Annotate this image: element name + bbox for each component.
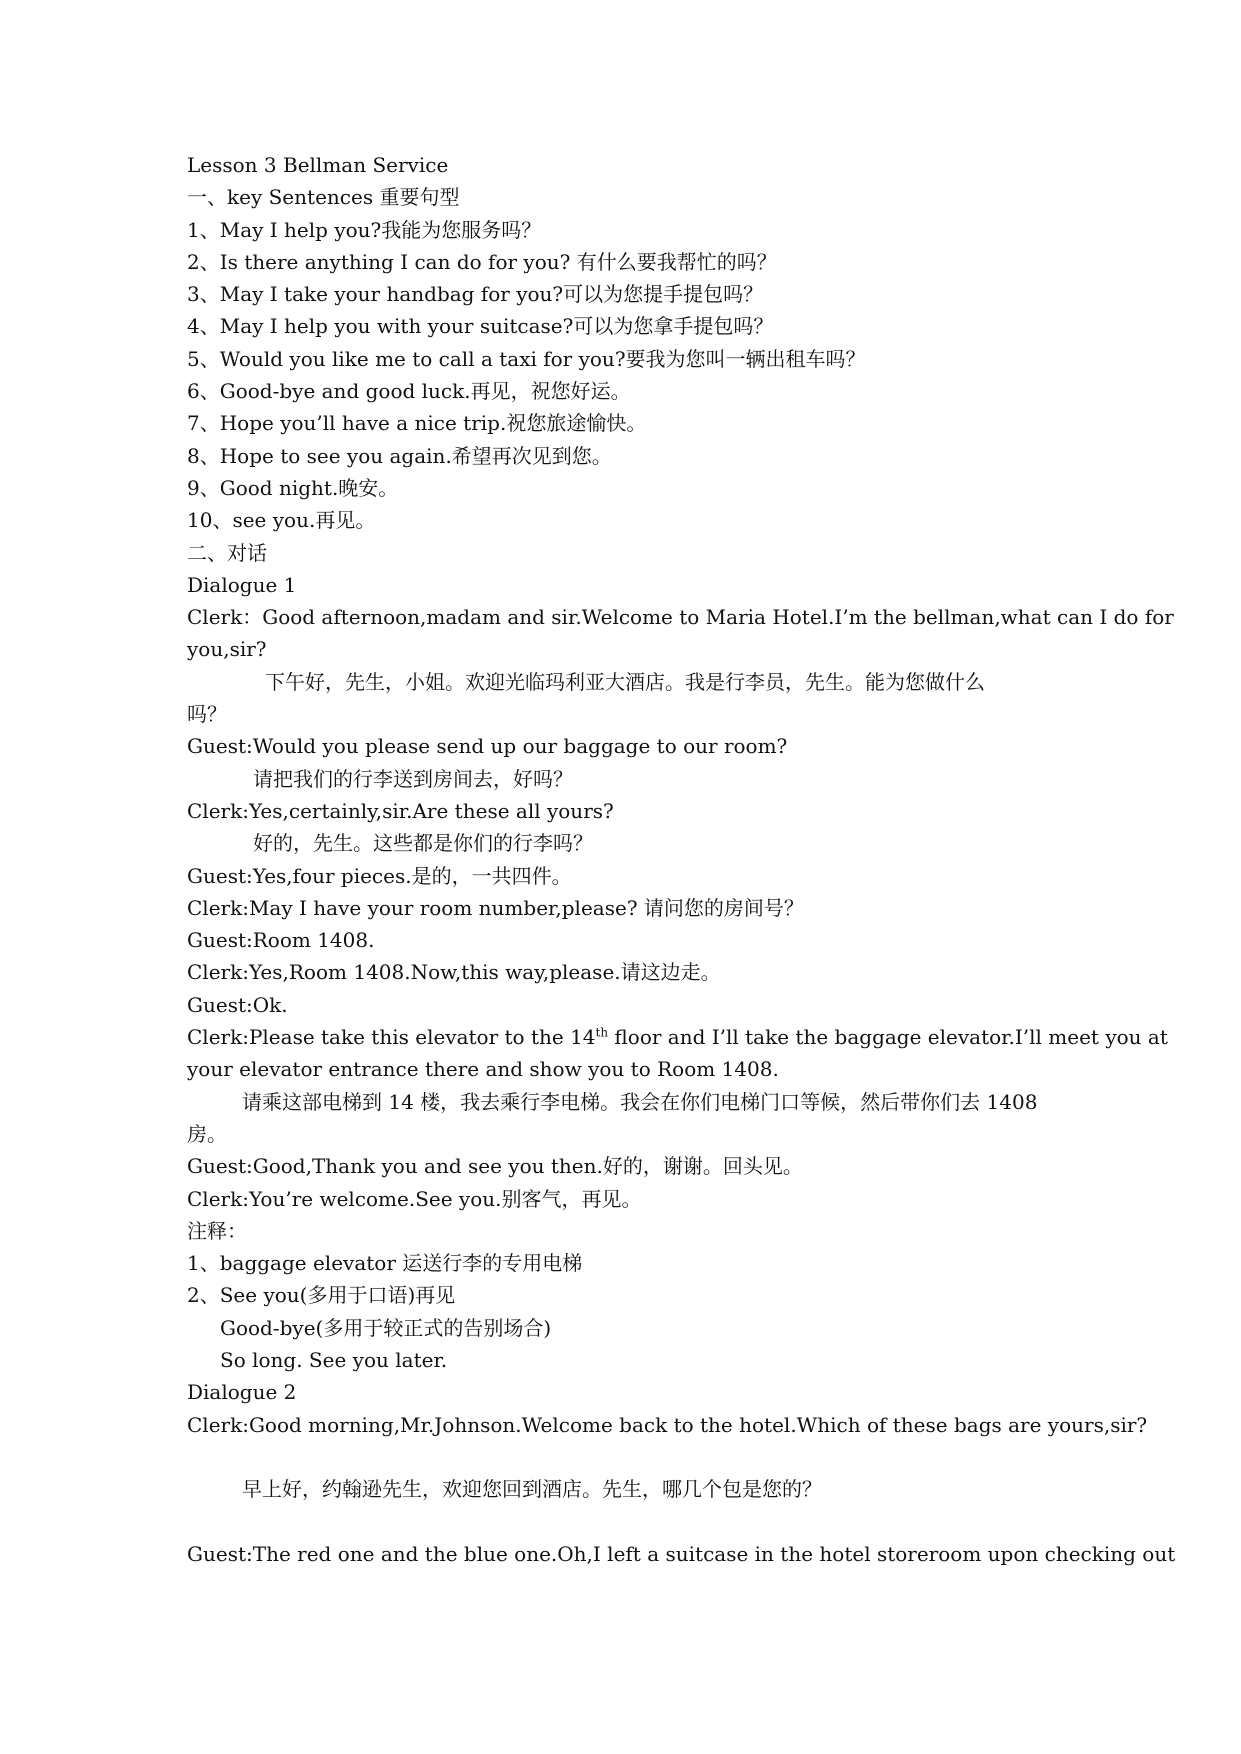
note-item: Good-bye(多用于较正式的告别场合) <box>220 1315 552 1340</box>
dialogue-line: Guest:Good,Thank you and see you then.好的，谢谢。回头见。 <box>187 1154 803 1179</box>
key-sentence: 6、Good-bye and good luck.再见，祝您好运。 <box>187 379 631 404</box>
note-item: So long. See you later. <box>220 1347 448 1372</box>
key-sentence: 8、Hope to see you again.希望再次见到您。 <box>187 443 612 468</box>
dialogue-line: Guest:Room 1408. <box>187 928 375 953</box>
blank-line <box>187 1441 1087 1473</box>
key-sentences-list <box>187 214 1087 537</box>
key-sentence: 1、May I help you?我能为您服务吗？ <box>187 217 542 242</box>
notes-heading: 注释： <box>187 1218 247 1243</box>
document-page <box>187 149 1176 1570</box>
key-sentence: 9、Good night.晚安。 <box>187 475 399 500</box>
dialogue-translation: 好的，先生。这些都是你们的行李吗？ <box>253 831 593 856</box>
note-item: 2、See you(多用于口语)再见 <box>187 1283 456 1308</box>
key-sentence: 3、May I take your handbag for you?可以为您提手提包吗？ <box>187 282 764 307</box>
dialogue-1 <box>187 569 1174 1215</box>
dialogue-translation: 早上好，约翰逊先生，欢迎您回到酒店。先生，哪几个包是您的？ <box>242 1477 822 1502</box>
dialogue-translation: 吗？ <box>187 702 227 727</box>
key-sentence: 4、May I help you with your suitcase?可以为您拿手提包吗？ <box>187 314 774 339</box>
blank-line <box>187 1505 1087 1537</box>
dialogue-line: Clerk:Yes,Room 1408.Now,this way,please.请这边走。 <box>187 960 721 985</box>
key-sentence: 2、Is there anything I can do for you? 有什么要我帮忙的吗？ <box>187 249 777 274</box>
dialogue-line: Clerk：Good afternoon,madam and sir.Welcome to Maria Hotel.I’m the bellman,what can I do for <box>187 605 1174 630</box>
dialogue-line: Guest:Ok. <box>187 992 288 1017</box>
dialogue-translation: 请把我们的行李送到房间去，好吗？ <box>253 766 573 791</box>
lesson-title: Lesson 3 Bellman Service <box>187 153 449 177</box>
dialogue-translation: 房。 <box>187 1121 227 1146</box>
dialogue-line: Guest:The red one and the blue one.Oh,I left a suitcase in the hotel storeroom upon checking out <box>187 1541 1176 1566</box>
dialogue-line: Clerk:Good morning,Mr.Johnson.Welcome back to the hotel.Which of these bags are yours,sir? <box>187 1412 1148 1437</box>
dialogue-line: Clerk:Yes,certainly,sir.Are these all yours? <box>187 798 614 823</box>
dialogue-1-title: Dialogue 1 <box>187 572 297 597</box>
key-sentences-heading: 一、key Sentences 重要句型 <box>187 185 460 210</box>
note-item: 1、baggage elevator 运送行李的专用电梯 <box>187 1251 583 1276</box>
dialogue-line: Guest:Would you please send up our baggage to our room? <box>187 734 788 759</box>
notes-section <box>187 1215 1087 1376</box>
dialogue-2 <box>187 1376 1176 1570</box>
dialogue-2-title: Dialogue 2 <box>187 1380 297 1405</box>
dialogue-line: your elevator entrance there and show you to Room 1408. <box>187 1057 779 1082</box>
dialogue-line: Guest:Yes,four pieces.是的，一共四件。 <box>187 863 572 888</box>
key-sentence: 7、Hope you’ll have a nice trip.祝您旅途愉快。 <box>187 411 647 436</box>
dialogue-text: floor and I’ll take the baggage elevator.I’ll meet you at <box>608 1025 1168 1050</box>
key-sentence: 5、Would you like me to call a taxi for you?要我为您叫一辆出租车吗？ <box>187 346 866 371</box>
dialogue-translation: 请乘这部电梯到 14 楼，我去乘行李电梯。我会在你们电梯门口等候，然后带你们去 1408 <box>242 1089 1038 1114</box>
ordinal-suffix: th <box>595 1025 609 1040</box>
dialogue-line: you,sir? <box>187 637 267 662</box>
dialogue-heading: 二、对话 <box>187 540 267 565</box>
key-sentence: 10、see you.再见。 <box>187 508 376 533</box>
dialogue-translation: 下午好，先生，小姐。欢迎光临玛利亚大酒店。我是行李员，先生。能为您做什么 <box>265 669 985 694</box>
dialogue-line <box>187 1021 1168 1053</box>
dialogue-text: Clerk:Please take this elevator to the 14 <box>187 1025 596 1050</box>
dialogue-line: Clerk:May I have your room number,please? 请问您的房间号？ <box>187 895 804 920</box>
dialogue-line: Clerk:You’re welcome.See you.别客气，再见。 <box>187 1186 642 1211</box>
